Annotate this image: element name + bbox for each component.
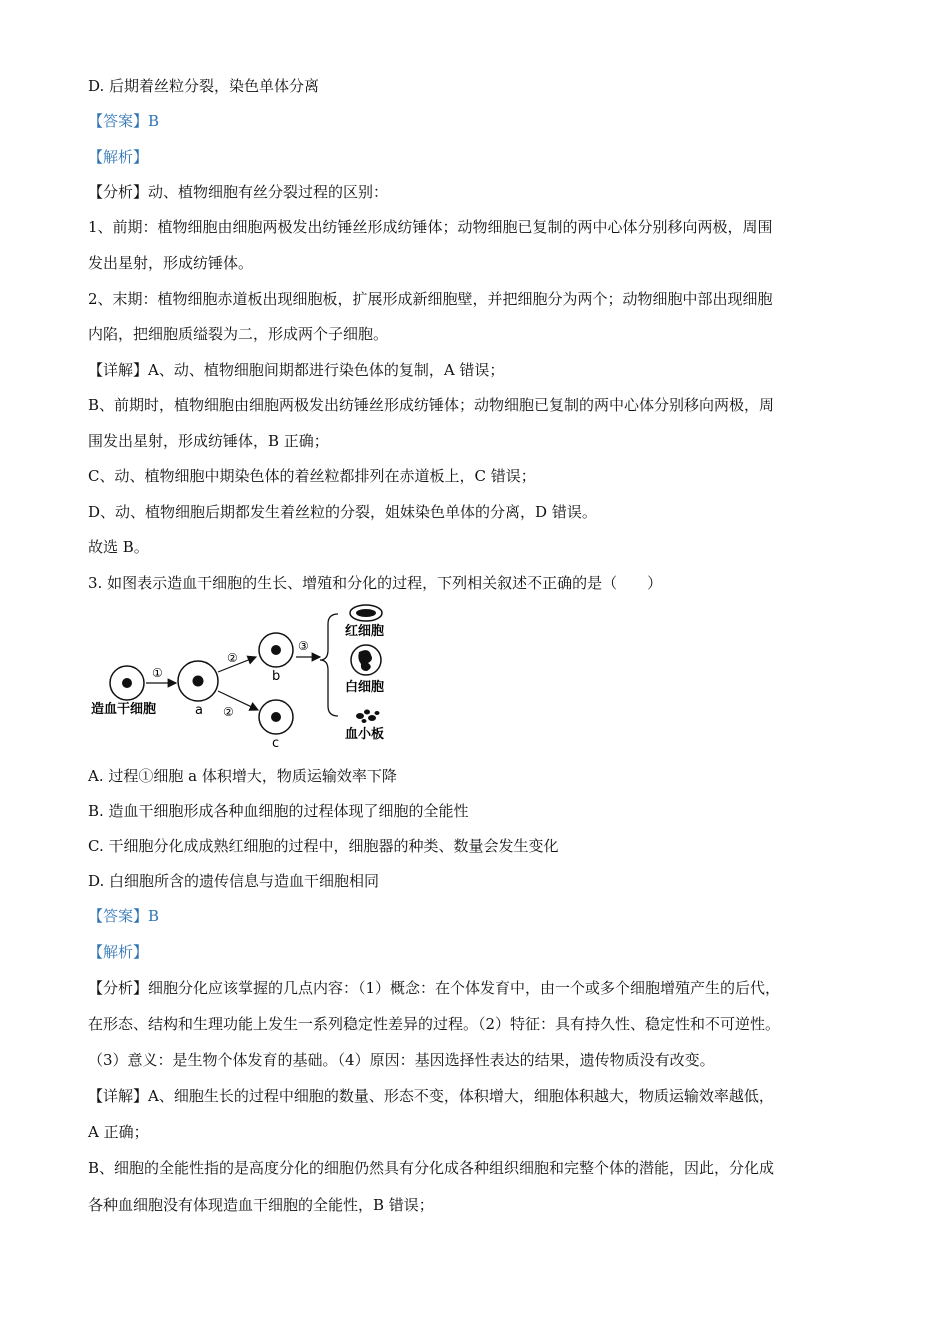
answer-tag: 【答案】B xyxy=(88,112,160,130)
detail-text: 【详解】A、动、植物细胞间期都进行染色体的复制，A 错误； xyxy=(88,361,505,379)
cell-a xyxy=(178,661,218,701)
answer-tag: 【答案】B xyxy=(88,907,160,925)
analysis-tag: 【解析】 xyxy=(88,148,149,166)
step1-label: ① xyxy=(152,666,163,680)
detail-text: 各种血细胞没有体现造血干细胞的全能性，B 错误； xyxy=(88,1196,434,1214)
analysis-tag: 【解析】 xyxy=(88,943,149,961)
detail-text: B、前期时，植物细胞由细胞两极发出纺锤丝形成纺锤体；动物细胞已复制的两中心体分别移向两极，周 xyxy=(88,396,775,414)
detail-text: 【详解】A、细胞生长的过程中细胞的数量、形态不变，体积增大，细胞体积越大，物质运输效率越低， xyxy=(88,1087,774,1105)
bracket xyxy=(320,614,338,716)
red-blood-cell xyxy=(350,605,382,621)
analysis-text: 内陷，把细胞质缢裂为二，形成两个子细胞。 xyxy=(88,325,389,343)
step2-lower-label: ② xyxy=(223,705,234,719)
cell-b-label: b xyxy=(272,669,281,684)
platelet-label: 血小板 xyxy=(345,727,385,742)
detail-text: B、细胞的全能性指的是高度分化的细胞仍然具有分化成各种组织细胞和完整个体的潜能，因此，分化成 xyxy=(88,1159,775,1177)
platelets xyxy=(356,710,380,724)
detail-text: D、动、植物细胞后期都发生着丝粒的分裂，姐妹染色单体的分离，D 错误。 xyxy=(88,503,597,521)
analysis-text: 【分析】动、植物细胞有丝分裂过程的区别： xyxy=(88,183,389,201)
cell-c-label: c xyxy=(272,736,280,750)
option-c: C. 干细胞分化成成熟红细胞的过程中，细胞器的种类、数量会发生变化 xyxy=(88,837,559,855)
question-3-stem: 3. 如图表示造血干细胞的生长、增殖和分化的过程，下列相关叙述不正确的是（ ） xyxy=(88,574,663,592)
stem-cell xyxy=(110,666,144,700)
detail-text: C、动、植物细胞中期染色体的着丝粒都排列在赤道板上，C 错误； xyxy=(88,467,536,485)
stem-cell-label: 造血干细胞 xyxy=(91,702,157,717)
detail-text: A 正确； xyxy=(88,1123,149,1141)
analysis-text: 在形态、结构和生理功能上发生一系列稳定性差异的过程。（2）特征：具有持久性、稳定性和不可逆性。 xyxy=(88,1015,781,1033)
analysis-text: （3）意义：是生物个体发育的基础。（4）原因：基因选择性表达的结果，遗传物质没有改变。 xyxy=(88,1051,715,1069)
red-cell-label: 红细胞 xyxy=(345,624,385,639)
step2-upper-label: ② xyxy=(227,651,238,665)
option-d-prev: D. 后期着丝粒分裂，染色单体分离 xyxy=(88,77,320,95)
cell-c xyxy=(259,700,293,734)
white-cell-label: 白细胞 xyxy=(345,680,385,695)
analysis-text: 1、前期：植物细胞由细胞两极发出纺锤丝形成纺锤体；动物细胞已复制的两中心体分别移向两极，周围 xyxy=(88,218,773,236)
cell-a-label: a xyxy=(195,703,203,718)
analysis-text: 发出星射，形成纺锤体。 xyxy=(88,254,254,272)
conclusion: 故选 B。 xyxy=(88,538,149,556)
step3-label: ③ xyxy=(298,639,309,653)
cell-b xyxy=(259,633,293,667)
option-d: D. 白细胞所含的遗传信息与造血干细胞相同 xyxy=(88,872,380,890)
detail-text: 围发出星射，形成纺锤体，B 正确； xyxy=(88,432,329,450)
option-a: A. 过程①细胞 a 体积增大，物质运输效率下降 xyxy=(88,767,397,785)
analysis-text: 2、末期：植物细胞赤道板出现细胞板，扩展形成新细胞壁，并把细胞分为两个；动物细胞中部出现细胞 xyxy=(88,290,773,308)
option-b: B. 造血干细胞形成各种血细胞的过程体现了细胞的全能性 xyxy=(88,802,469,820)
analysis-text: 【分析】细胞分化应该掌握的几点内容：（1）概念：在个体发育中，由一个或多个细胞增殖产生的后代， xyxy=(88,979,781,997)
hematopoiesis-diagram xyxy=(80,602,410,750)
white-blood-cell xyxy=(351,645,381,675)
